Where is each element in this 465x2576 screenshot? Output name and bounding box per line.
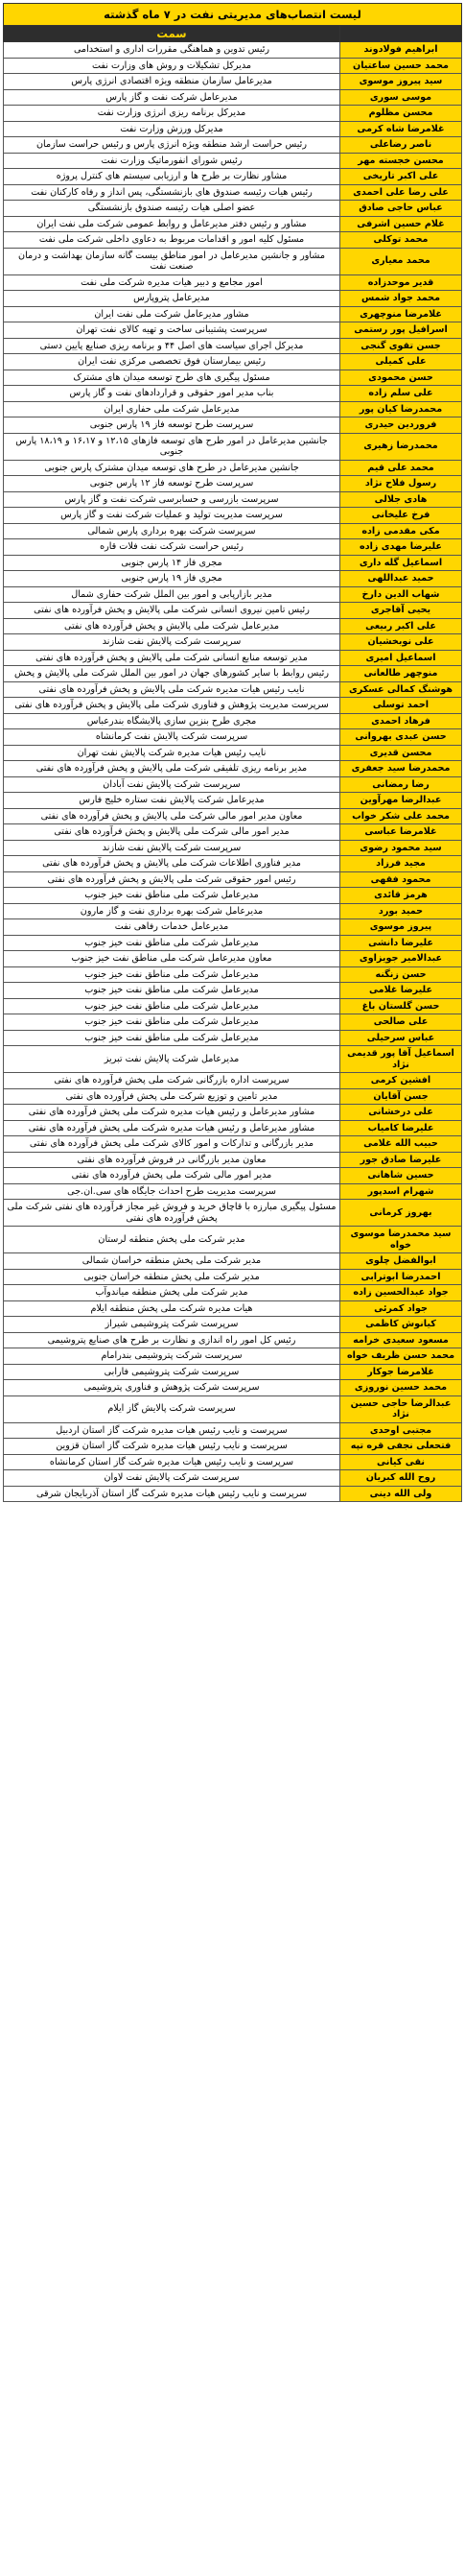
table-row bbox=[4, 386, 462, 402]
table-row bbox=[4, 58, 462, 74]
table-row bbox=[4, 74, 462, 90]
row-position: مدیرعامل شرکت بهره برداری نفت و گاز مارون bbox=[4, 903, 340, 919]
row-position: مدیرعامل شرکت ملی مناطق نفت خیز جنوب bbox=[4, 935, 340, 951]
table-row bbox=[4, 1269, 462, 1285]
table-row bbox=[4, 983, 462, 999]
row-position: سرپرست بازرسی و حسابرسی شرکت نفت و گاز پارس bbox=[4, 491, 340, 508]
row-name: حسین شاهانی bbox=[340, 1168, 462, 1184]
table-row bbox=[4, 1470, 462, 1487]
row-name: قدیر موحدزاده bbox=[340, 274, 462, 291]
row-position: مشاور و رئیس دفتر مدیرعامل و روابط عمومی شرکت ملی نفت ایران bbox=[4, 216, 340, 232]
row-position: سرپرست شرکت پالایش نفت شازند bbox=[4, 840, 340, 856]
table-row bbox=[4, 1486, 462, 1502]
row-position: مدیرعامل شرکت ملی حفاری ایران bbox=[4, 401, 340, 417]
table-row bbox=[4, 1168, 462, 1184]
table-row bbox=[4, 856, 462, 872]
row-name: علی رضا علی احمدی bbox=[340, 184, 462, 201]
row-position: سرپرست و نایب رئیس هیات مدیره شرکت گاز استان قزوین bbox=[4, 1439, 340, 1455]
table-row bbox=[4, 232, 462, 249]
row-position: مدیر شرکت ملی پخش منطقه لرستان bbox=[4, 1227, 340, 1253]
table-row bbox=[4, 1380, 462, 1396]
table-row bbox=[4, 106, 462, 122]
row-position: رئیس تدوین و هماهنگی مقررات اداری و استخدامی bbox=[4, 42, 340, 59]
row-name: سید محمدرضا موسوی خواه bbox=[340, 1227, 462, 1253]
row-position: مدیرعامل شرکت پالایش نفت تبریز bbox=[4, 1046, 340, 1073]
table-row bbox=[4, 1120, 462, 1136]
row-name: رضا رمضانی bbox=[340, 776, 462, 793]
row-position: مدیرعامل سازمان منطقه ویژه اقتصادی انرژی پارس bbox=[4, 74, 340, 90]
row-position: مدیرعامل شرکت پالایش نفت ستاره خلیج فارس bbox=[4, 793, 340, 809]
row-name: شهاب الدین دارخ bbox=[340, 586, 462, 603]
row-position: سرپرست مدیریت طرح احداث جایگاه های سی.ان.جی bbox=[4, 1183, 340, 1200]
row-name: حسن زنگنه bbox=[340, 966, 462, 983]
row-position: مدیرعامل شرکت ملی مناطق نفت خیز جنوب bbox=[4, 983, 340, 999]
row-position: مجری طرح بنزین سازی پالایشگاه بندرعباس bbox=[4, 713, 340, 729]
row-name: روح الله کبریان bbox=[340, 1470, 462, 1487]
row-position: مدیرعامل شرکت ملی مناطق نفت خیز جنوب bbox=[4, 998, 340, 1014]
row-name: مسعود سعیدی خرامه bbox=[340, 1332, 462, 1348]
row-name: سید پیروز موسوی bbox=[340, 74, 462, 90]
row-position: رئیس حراست ارشد منطقه ویژه انرژی پارس و رئیس حراست سازمان bbox=[4, 137, 340, 154]
table-row bbox=[4, 634, 462, 651]
table-row bbox=[4, 793, 462, 809]
table-body bbox=[4, 42, 462, 1502]
row-name: ابراهیم فولادوند bbox=[340, 42, 462, 59]
row-position: سرپرست شرکت پتروشیمی فارابی bbox=[4, 1364, 340, 1380]
table-row bbox=[4, 1348, 462, 1365]
table-row bbox=[4, 761, 462, 777]
row-position: سرپرست مدیریت پژوهش و فناوری شرکت ملی پالایش و پخش فرآورده های نفتی bbox=[4, 698, 340, 714]
row-position: مدیرعامل شرکت نفت و گاز پارس bbox=[4, 89, 340, 106]
row-position: مشاور مدیرعامل شرکت ملی نفت ایران bbox=[4, 306, 340, 322]
row-position: مدیر تامین و توزیع شرکت ملی پخش فرآورده های نفتی bbox=[4, 1088, 340, 1105]
table-row bbox=[4, 729, 462, 746]
row-position: رئیس روابط با سایر کشورهای جهان در امور بین الملل شرکت ملی پالایش و پخش bbox=[4, 666, 340, 682]
row-name: فروردین حیدری bbox=[340, 417, 462, 434]
row-name: محمدرضا زهیری bbox=[340, 433, 462, 460]
row-position: سرپرست مدیریت تولید و عملیات شرکت نفت و گاز پارس bbox=[4, 508, 340, 524]
table-row bbox=[4, 1183, 462, 1200]
row-name: یحیی آقاجری bbox=[340, 603, 462, 619]
row-position: سرپرست و نایب رئیس هیات مدیره شرکت گاز استان اردبیل bbox=[4, 1422, 340, 1439]
row-name: علیرضا صادق جور bbox=[340, 1152, 462, 1168]
row-name: غلامرضا عباسی bbox=[340, 824, 462, 841]
table-row bbox=[4, 491, 462, 508]
row-name: علی درخشانی bbox=[340, 1105, 462, 1121]
table-row bbox=[4, 618, 462, 634]
row-position: مدیر برنامه ریزی تلفیقی شرکت ملی پالایش و پخش فرآورده های نفتی bbox=[4, 761, 340, 777]
table-header-row bbox=[4, 26, 462, 42]
table-row bbox=[4, 776, 462, 793]
row-name: هرمز قائدی bbox=[340, 888, 462, 904]
row-position: مدیر فناوری اطلاعات شرکت ملی پالایش و پخش فرآورده های نفتی bbox=[4, 856, 340, 872]
row-name: محسن خجسته مهر bbox=[340, 153, 462, 169]
row-position: مدیرعامل شرکت ملی مناطق نفت خیز جنوب bbox=[4, 1014, 340, 1031]
row-name: شهرام اسدپور bbox=[340, 1183, 462, 1200]
row-position: سرپرست طرح توسعه فاز ۱۹ پارس جنوبی bbox=[4, 417, 340, 434]
table-row bbox=[4, 1332, 462, 1348]
row-name: غلام حسین اشرفی bbox=[340, 216, 462, 232]
row-name: ناصر رضاعلی bbox=[340, 137, 462, 154]
row-position: سرپرست شرکت پالایش نفت لاوان bbox=[4, 1470, 340, 1487]
row-position: مجری فاز ۱۹ پارس جنوبی bbox=[4, 571, 340, 587]
row-position: مدیر امور مالی شرکت ملی پالایش و پخش فرآورده های نفتی bbox=[4, 824, 340, 841]
row-position: هیات مدیره شرکت ملی پخش منطقه ایلام bbox=[4, 1300, 340, 1317]
row-name: غلامرضا شاه کرمی bbox=[340, 121, 462, 137]
row-position: مدیر شرکت ملی پخش منطقه میاندوآب bbox=[4, 1285, 340, 1301]
row-position: نایب رئیس هیات مدیره شرکت ملی پالایش و پخش فرآورده های نفتی bbox=[4, 681, 340, 698]
row-name: محمد حسین ساعتیان bbox=[340, 58, 462, 74]
table-row bbox=[4, 370, 462, 386]
table-row bbox=[4, 1200, 462, 1227]
table-row bbox=[4, 1253, 462, 1270]
table-row bbox=[4, 555, 462, 571]
table-row bbox=[4, 935, 462, 951]
row-name: جواد کمرئی bbox=[340, 1300, 462, 1317]
row-name: حسن محمودی bbox=[340, 370, 462, 386]
row-name: مجتبی اوحدی bbox=[340, 1422, 462, 1439]
row-name: منوچهر طالعانی bbox=[340, 666, 462, 682]
row-position: جانشین مدیرعامل در امور طرح های توسعه فازهای ۱۲،۱۵ و ۱۶،۱۷ و ۱۸،۱۹ پارس جنوبی bbox=[4, 433, 340, 460]
row-name: علی کمیلی bbox=[340, 354, 462, 370]
row-name: محمد معیاری bbox=[340, 248, 462, 274]
table-row bbox=[4, 137, 462, 154]
table-row bbox=[4, 121, 462, 137]
table-row bbox=[4, 248, 462, 274]
table-row bbox=[4, 713, 462, 729]
row-position: مدیرعامل پتروپارس bbox=[4, 291, 340, 307]
table-row bbox=[4, 354, 462, 370]
row-name: اسماعیل آقا پور قدیمی نژاد bbox=[340, 1046, 462, 1073]
header-position: سمت bbox=[4, 26, 340, 42]
row-position: سرپرست شرکت پالایش نفت شازند bbox=[4, 634, 340, 651]
row-name: عباس حاجی صادق bbox=[340, 201, 462, 217]
table-row bbox=[4, 1317, 462, 1333]
table-row bbox=[4, 476, 462, 492]
row-name: حسن گلستان باغ bbox=[340, 998, 462, 1014]
row-position: سرپرست شرکت پالایش نفت کرمانشاه bbox=[4, 729, 340, 746]
row-position: جانشین مدیرعامل در طرح های توسعه میدان مشترک پارس جنوبی bbox=[4, 460, 340, 476]
row-name: بهروز کرمانی bbox=[340, 1200, 462, 1227]
table-row bbox=[4, 322, 462, 339]
table-row bbox=[4, 153, 462, 169]
row-name: محسن مظلوم bbox=[340, 106, 462, 122]
table-row bbox=[4, 903, 462, 919]
row-position: معاون مدیر بازرگانی در فروش فرآورده های نفتی bbox=[4, 1152, 340, 1168]
row-name: محمود فقهی bbox=[340, 871, 462, 888]
row-position: مدیرعامل شرکت ملی مناطق نفت خیز جنوب bbox=[4, 1030, 340, 1046]
row-position: مدیرکل برنامه ریزی انرژی وزارت نفت bbox=[4, 106, 340, 122]
table-row bbox=[4, 523, 462, 539]
row-name: محمد توکلی bbox=[340, 232, 462, 249]
table-row bbox=[4, 401, 462, 417]
row-position: مدیرکل تشکیلات و روش های وزارت نفت bbox=[4, 58, 340, 74]
table-row bbox=[4, 1422, 462, 1439]
row-name: غلامرضا منوچهری bbox=[340, 306, 462, 322]
row-position: سرپرست شرکت بهره برداری پارس شمالی bbox=[4, 523, 340, 539]
table-row bbox=[4, 1395, 462, 1422]
row-position: سرپرست شرکت پژوهش و فناوری پتروشیمی bbox=[4, 1380, 340, 1396]
row-position: سرپرست اداره بازرگانی شرکت ملی پخش فرآورده های نفتی bbox=[4, 1073, 340, 1089]
row-name: محمد جواد شمس bbox=[340, 291, 462, 307]
row-position: معاون مدیر امور مالی شرکت ملی پالایش و پخش فرآورده های نفتی bbox=[4, 808, 340, 824]
row-position: سرپرست شرکت پالایش نفت آبادان bbox=[4, 776, 340, 793]
table-row bbox=[4, 1046, 462, 1073]
table-row bbox=[4, 951, 462, 967]
table-row bbox=[4, 681, 462, 698]
table-row bbox=[4, 888, 462, 904]
table-row bbox=[4, 338, 462, 354]
table-row bbox=[4, 1152, 462, 1168]
row-name: جواد عبدالحسین زاده bbox=[340, 1285, 462, 1301]
row-name: ولی الله دینی bbox=[340, 1486, 462, 1502]
row-name: رسول فلاح نژاد bbox=[340, 476, 462, 492]
row-position: سرپرست پشتیبانی ساخت و تهیه کالای نفت تهران bbox=[4, 322, 340, 339]
row-position: رئیس شورای انفورماتیک وزارت نفت bbox=[4, 153, 340, 169]
row-name: علیرضا مهدی زاده bbox=[340, 539, 462, 556]
row-name: محمدرضا کیان پور bbox=[340, 401, 462, 417]
table-row bbox=[4, 274, 462, 291]
row-position: رئیس امور حقوقی شرکت ملی پالایش و پخش فرآورده های نفتی bbox=[4, 871, 340, 888]
table-row bbox=[4, 824, 462, 841]
row-name: اسماعیل گله داری bbox=[340, 555, 462, 571]
table-row bbox=[4, 698, 462, 714]
row-position: مدیرعامل شرکت ملی پالایش و پخش فرآورده های نفتی bbox=[4, 618, 340, 634]
table-row bbox=[4, 808, 462, 824]
table-row bbox=[4, 42, 462, 59]
row-position: مشاور و جانشین مدیرعامل در امور مناطق بیست گانه سازمان بهداشت و درمان صنعت نفت bbox=[4, 248, 340, 274]
table-row bbox=[4, 1136, 462, 1153]
row-position: مدیرکل ورزش وزارت نفت bbox=[4, 121, 340, 137]
row-position: مدیر امور مالی شرکت ملی پخش فرآورده های نفتی bbox=[4, 1168, 340, 1184]
row-position: سرپرست شرکت پالایش گاز ایلام bbox=[4, 1395, 340, 1422]
row-name: جسن آقایان bbox=[340, 1088, 462, 1105]
table-row bbox=[4, 1454, 462, 1470]
row-name: عباس سرحیلی bbox=[340, 1030, 462, 1046]
row-name: حبیب الله غلامی bbox=[340, 1136, 462, 1153]
table-row bbox=[4, 1105, 462, 1121]
table-row bbox=[4, 1364, 462, 1380]
table-row bbox=[4, 1300, 462, 1317]
row-name: اسماعیل امیری bbox=[340, 650, 462, 666]
row-name: افشین کرمی bbox=[340, 1073, 462, 1089]
row-name: مجید فرزاد bbox=[340, 856, 462, 872]
table-row bbox=[4, 1014, 462, 1031]
table-row bbox=[4, 840, 462, 856]
row-name: علیرضا دانشی bbox=[340, 935, 462, 951]
row-name: پیروز موسوی bbox=[340, 919, 462, 936]
header-name bbox=[340, 26, 462, 42]
row-position: مدیر بازرگانی و تدارکات و امور کالای شرکت ملی پخش فرآورده های نفتی bbox=[4, 1136, 340, 1153]
row-name: اسرافیل پور رستمی bbox=[340, 322, 462, 339]
row-position: مسئول پیگیری های طرح توسعه میدان های مشترک bbox=[4, 370, 340, 386]
table-row bbox=[4, 1439, 462, 1455]
row-position: مدیر شرکت ملی پخش منطقه خراسان جنوبی bbox=[4, 1269, 340, 1285]
row-name: موسی سوری bbox=[340, 89, 462, 106]
row-position: مدیرعامل شرکت ملی مناطق نفت خیز جنوب bbox=[4, 966, 340, 983]
row-name: حمید عبداللهی bbox=[340, 571, 462, 587]
row-name: علی اکبر ربیعی bbox=[340, 618, 462, 634]
row-name: عبدالرضا حاجی حسین نژاد bbox=[340, 1395, 462, 1422]
row-name: علی اکبر تاریخی bbox=[340, 169, 462, 185]
table-row bbox=[4, 1227, 462, 1253]
row-name: هادی جلالی bbox=[340, 491, 462, 508]
row-name: غلامرضا جوکار bbox=[340, 1364, 462, 1380]
row-name: علیرضا غلامی bbox=[340, 983, 462, 999]
table-row bbox=[4, 603, 462, 619]
row-name: حمید بورد bbox=[340, 903, 462, 919]
row-position: رئیس کل امور راه اندازی و نظارت بر طرح های صنایع پتروشیمی bbox=[4, 1332, 340, 1348]
row-position: مسئول پیگیری مبارزه با قاچاق خرید و فروش غیر مجاز فرآورده های نفتی شرکت ملی پخش فرآورده های نفتی bbox=[4, 1200, 340, 1227]
row-position: مدیرکل اجرای سیاست های اصل ۴۴ و برنامه ریزی صنایع پایین دستی bbox=[4, 338, 340, 354]
table-row bbox=[4, 919, 462, 936]
row-name: فتحعلی نجفی قره تپه bbox=[340, 1439, 462, 1455]
table-row bbox=[4, 666, 462, 682]
row-position: مدیر بازارپابی و امور بین الملل شرکت حفاری شمال bbox=[4, 586, 340, 603]
row-position: رئیس هیات رئیسه صندوق های بازنشستگی، پس انداز و رفاه کارکنان نفت bbox=[4, 184, 340, 201]
table-row bbox=[4, 539, 462, 556]
row-name: محمد حسن ظریف خواه bbox=[340, 1348, 462, 1365]
row-name: احمد توسلی bbox=[340, 698, 462, 714]
sheet-title: لیست انتصاب‌های مدیریتی نفت در ۷ ماه گذشته bbox=[3, 3, 462, 25]
row-name: عبدالامیر جویزاوی bbox=[340, 951, 462, 967]
row-name: علیرضا کامیاب bbox=[340, 1120, 462, 1136]
table-row bbox=[4, 169, 462, 185]
row-name: نقی کیانی bbox=[340, 1454, 462, 1470]
row-position: مدیر توسعه منابع انسانی شرکت ملی پالایش و پخش فرآورده های نفتی bbox=[4, 650, 340, 666]
row-position: مدیر شرکت ملی پخش منطقه خراسان شمالی bbox=[4, 1253, 340, 1270]
table-row bbox=[4, 306, 462, 322]
row-position: سرپرست شرکت پتروشیمی بندرامام bbox=[4, 1348, 340, 1365]
row-name: ابوالفضل چلوی bbox=[340, 1253, 462, 1270]
table-row bbox=[4, 216, 462, 232]
row-position: مجری فاز ۱۴ پارس جنوبی bbox=[4, 555, 340, 571]
table-row bbox=[4, 571, 462, 587]
row-position: سرپرست طرح توسعه فاز ۱۲ پارس جنوبی bbox=[4, 476, 340, 492]
row-name: هوشنگ کمالی عسکری bbox=[340, 681, 462, 698]
row-name: احمدرضا ابوترابی bbox=[340, 1269, 462, 1285]
row-name: محمد علی قیم bbox=[340, 460, 462, 476]
row-position: رئیس بیمارستان فوق تخصصی مرکزی نفت ایران bbox=[4, 354, 340, 370]
table-row bbox=[4, 650, 462, 666]
table-row bbox=[4, 184, 462, 201]
row-position: رئیس حراست شرکت نفت فلات قاره bbox=[4, 539, 340, 556]
table-row bbox=[4, 1030, 462, 1046]
table-row bbox=[4, 1285, 462, 1301]
appointments-table bbox=[3, 25, 462, 1502]
table-row bbox=[4, 433, 462, 460]
row-position: عضو اصلی هیات رئیسه صندوق بازنشستگی bbox=[4, 201, 340, 217]
row-position: مدیرعامل شرکت ملی مناطق نفت خیز جنوب bbox=[4, 888, 340, 904]
row-name: مکی مقدمی زاده bbox=[340, 523, 462, 539]
table-row bbox=[4, 201, 462, 217]
table-row bbox=[4, 508, 462, 524]
row-position: سرپرست شرکت پتروشیمی شیراز bbox=[4, 1317, 340, 1333]
table-row bbox=[4, 1088, 462, 1105]
row-name: حسن عبدی بهروانی bbox=[340, 729, 462, 746]
table-row bbox=[4, 745, 462, 761]
table-row bbox=[4, 417, 462, 434]
row-name: علی سلم زاده bbox=[340, 386, 462, 402]
table-row bbox=[4, 460, 462, 476]
row-name: محمد علی شکر خواب bbox=[340, 808, 462, 824]
row-position: مشاور نظارت بر طرح ها و ارزیابی سیستم های کنترل پروژه bbox=[4, 169, 340, 185]
row-position: مشاور مدیرعامل و رئیس هیات مدیره شرکت ملی پخش فرآورده های نفتی bbox=[4, 1120, 340, 1136]
row-name: سید محمود رضوی bbox=[340, 840, 462, 856]
row-name: محمد حسین نوروزی bbox=[340, 1380, 462, 1396]
row-position: سرپرست و نایب رئیس هیات مدیره شرکت گاز استان کرمانشاه bbox=[4, 1454, 340, 1470]
row-name: فرخ علیخانی bbox=[340, 508, 462, 524]
row-position: امور مجامع و دبیر هیات مدیره شرکت ملی نفت bbox=[4, 274, 340, 291]
table-row bbox=[4, 998, 462, 1014]
table-row bbox=[4, 586, 462, 603]
row-name: محمدرضا سید جعفری bbox=[340, 761, 462, 777]
row-position: مسئول کلیه امور و اقدامات مربوط به دعاوی داخلی شرکت ملی نفت bbox=[4, 232, 340, 249]
row-name: علی نوبخشیان bbox=[340, 634, 462, 651]
row-position: سرپرست و نایب رئیس هیات مدیره شرکت گاز استان آذربایجان شرقی bbox=[4, 1486, 340, 1502]
row-name: محسن قدیری bbox=[340, 745, 462, 761]
appointments-sheet bbox=[3, 3, 462, 1502]
table-row bbox=[4, 291, 462, 307]
row-name: عبدالرضا مهرآوین bbox=[340, 793, 462, 809]
table-row bbox=[4, 89, 462, 106]
row-name: علی صالحی bbox=[340, 1014, 462, 1031]
row-position: معاون مدیرعامل شرکت ملی مناطق نفت خیز جنوب bbox=[4, 951, 340, 967]
table-row bbox=[4, 871, 462, 888]
row-name: فرهاد احمدی bbox=[340, 713, 462, 729]
table-row bbox=[4, 1073, 462, 1089]
row-name: جسن تقوی گنجی bbox=[340, 338, 462, 354]
row-position: مدیرعامل خدمات رفاهی نفت bbox=[4, 919, 340, 936]
row-name: کیانوش کاظمی bbox=[340, 1317, 462, 1333]
row-position: مشاور مدیرعامل و رئیس هیات مدیره شرکت ملی پخش فرآورده های نفتی bbox=[4, 1105, 340, 1121]
row-position: بناب مدیر امور حقوقی و قراردادهای نفت و گاز پارس bbox=[4, 386, 340, 402]
row-position: رئیس تامین نیروی انسانی شرکت ملی پالایش و پخش فرآورده های نفتی bbox=[4, 603, 340, 619]
table-row bbox=[4, 966, 462, 983]
row-position: نایب رئیس هیات مدیره شرکت پالایش نفت تهران bbox=[4, 745, 340, 761]
